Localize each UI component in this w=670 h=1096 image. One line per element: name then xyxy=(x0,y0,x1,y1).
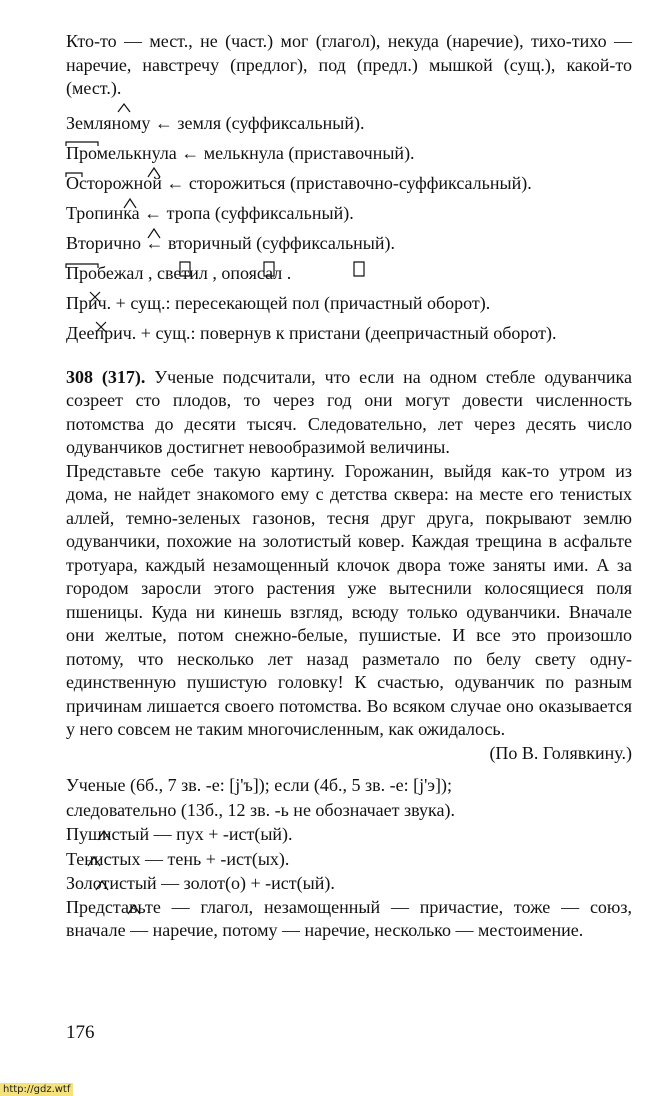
morph-line-5: Вторично ← вторичный (суффиксальный). xyxy=(66,232,396,253)
analysis-line-5: Золотистый — золот(о) + -ист(ый). xyxy=(66,873,335,893)
analysis-line-1: Ученые (6б., 7 зв. -е: [j'ъ]); если (4б., 5 зв. -е: [j'э]); xyxy=(66,775,453,795)
analysis-line-3: Пушистый — пух + -ист(ый). xyxy=(66,824,293,844)
source-attribution: (По В. Голявкину.) xyxy=(489,742,632,763)
analysis-line-2: следовательно (13б., 12 зв. -ь не обозначает звука). xyxy=(66,799,455,820)
page-content xyxy=(66,30,632,943)
morph-line-8: Дееприч. + сущ.: повернув к пристани (деепричастный оборот). xyxy=(66,322,557,343)
morph-line-2: Промелькнула ← мелькнула (приставочный). xyxy=(66,142,415,163)
page-number: 176 xyxy=(66,1022,95,1043)
morph-line-6: Пробежал , светил , опоясал . xyxy=(66,262,292,283)
exercise-number: 308 (317). xyxy=(66,366,146,387)
exercise-paragraph-1 xyxy=(66,366,632,460)
morph-line-3: Осторожной ← сторожиться (приставочно-суффиксальный). xyxy=(66,172,532,193)
morph-line-4: Тропинка ← тропа (суффиксальный). xyxy=(66,202,354,223)
morph-line-1: Земляному ← земля (суффиксальный). xyxy=(66,112,365,133)
morph-line-7: Прич. + сущ.: пересекающей пол (причастный оборот). xyxy=(66,292,491,313)
top-paragraph: Кто-то — мест., не (част.) мог (глагол), некуда (наречие), тихо-тихо — наречие, навстречу (предлог), под (предл.) мышкой (сущ.), какой-то (мест.). xyxy=(66,31,632,98)
analysis-line-4: Тенистых — тень + -ист(ых). xyxy=(66,848,290,869)
exercise-text-1: Ученые подсчитали, что если на одном стебле одуванчика созреет сто плодов, то через год они могут довести численность потомства до десяти тысяч. Следовательно, лет через десять число одуванчиков достигнет невообразимой величины. xyxy=(66,366,632,457)
analysis-line-6: Представьте — глагол, незамощенный — причастие, тоже — союз, вначале — наречие, потому — наречие, несколько — местоимение. xyxy=(66,896,632,940)
watermark-link[interactable]: http://gdz.wtf xyxy=(0,1083,73,1096)
exercise-paragraph-2: Представьте себе такую картину. Горожанин, выйдя как-то утром из дома, не найдет знакомого ему с детства сквера: на месте его тенистых аллей, темно-зеленых газонов, тесня друг друга, покрывают землю одуванчики, похожие на золотистый ковер. Каждая трещина в асфальте тротуара, каждый незамощенный клочок двора тоже заняты ими. А за городом заросли этого растения уже вытеснили колосящиеся поля пшеницы. Куда ни кинешь взгляд, всюду только одуванчики. Вначале они желтые, потом снежно-белые, пушистые. И все это произошло потому, что несколько лет назад разметало по белу свету одну-единственную пушистую головку! К счастью, одуванчик по разным причинам лишается своего потомства. Во всяком случае оно оказывается у него совсем не таким многочисленным, как ожидалось. xyxy=(66,460,632,739)
